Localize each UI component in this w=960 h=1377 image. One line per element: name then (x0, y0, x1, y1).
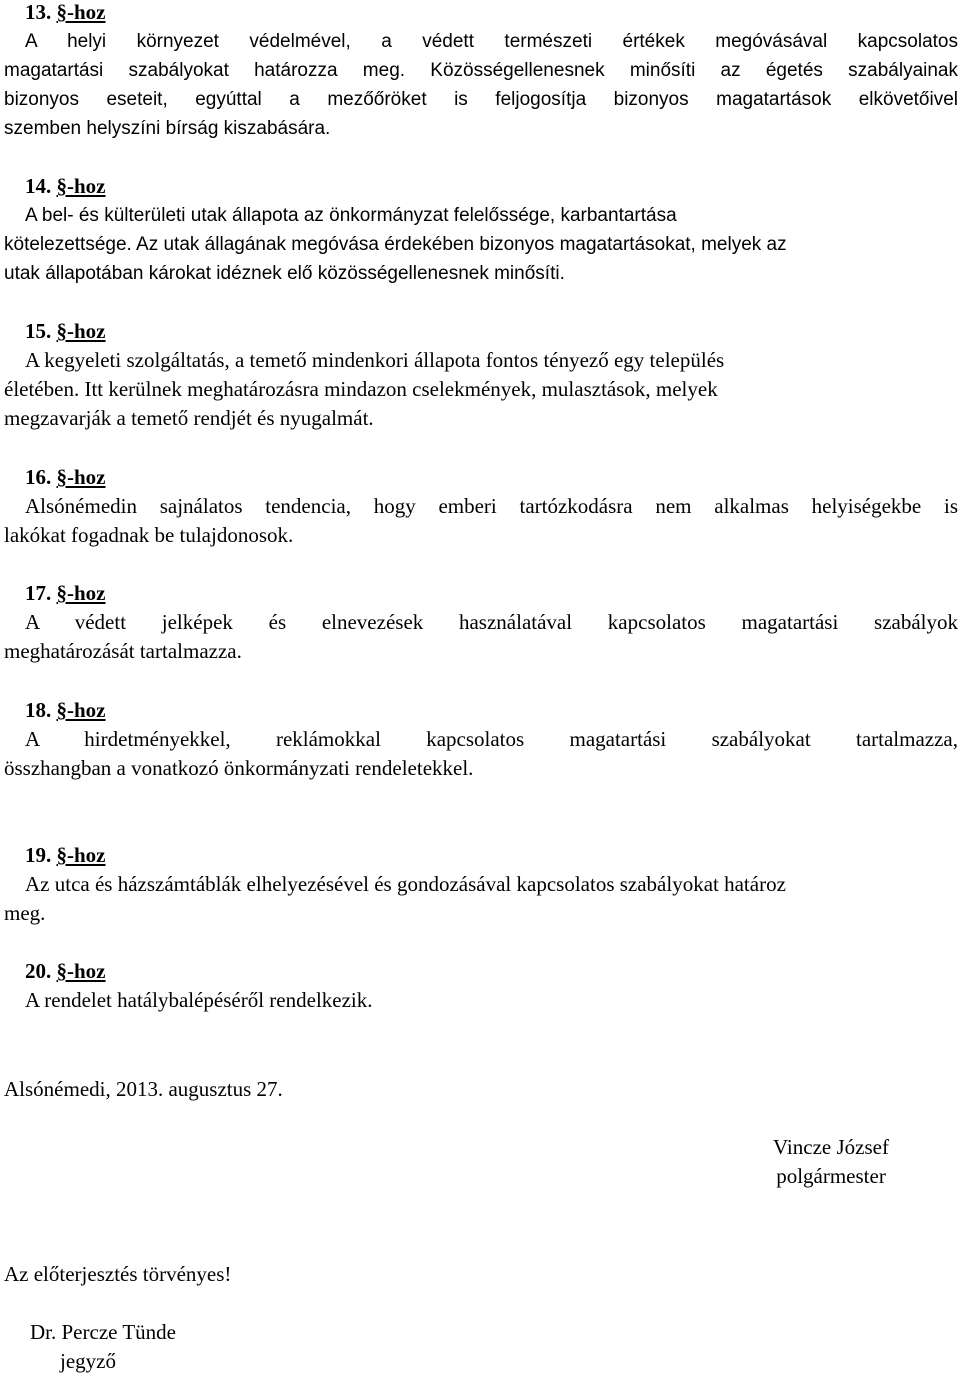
section-17 (4, 579, 958, 666)
section-text-line: meg. (4, 901, 46, 925)
section-15 (4, 317, 958, 433)
section-text-line: magatartási szabályokat határozza meg. Közösségellenesnek minősíti az égetés szabályainak (4, 60, 958, 81)
section-heading: 20. §-hoz (25, 959, 106, 983)
section-text-line: lakókat fogadnak be tulajdonosok. (4, 523, 294, 547)
section-heading: 14. §-hoz (25, 174, 106, 198)
section-text-line: A hirdetményekkel, reklámokkal kapcsolatos magatartási szabályokat tartalmazza, (25, 727, 958, 751)
notary-name: Dr. Percze Tünde (30, 1320, 176, 1344)
section-text-line: szemben helyszíni bírság kiszabására. (4, 118, 331, 139)
section-20 (4, 957, 958, 1015)
section-heading: 15. §-hoz (25, 319, 106, 343)
section-text-line: életében. Itt kerülnek meghatározásra mindazon cselekmények, mulasztások, melyek (4, 377, 718, 401)
section-text-line: A helyi környezet védelmével, a védett természeti értékek megóvásával kapcsolatos (25, 31, 958, 52)
section-text-line: A bel- és külterületi utak állapota az önkormányzat felelőssége, karbantartása (25, 205, 677, 226)
section-text-line: bizonyos eseteit, egyúttal a mezőőröket is feljogosítja bizonyos magatartások elkövetőivel (4, 89, 958, 110)
section-14 (4, 172, 958, 288)
notary-signature-block (30, 1318, 176, 1376)
section-heading: 17. §-hoz (25, 581, 106, 605)
section-text-line: Alsónémedin sajnálatos tendencia, hogy emberi tartózkodásra nem alkalmas helyiségekbe is (25, 494, 958, 518)
mayor-name: Vincze József (773, 1135, 889, 1159)
section-text-line: kötelezettsége. Az utak állagának megóvása érdekében bizonyos magatartásokat, melyek az (4, 234, 787, 255)
section-text-line: Az utca és házszámtáblák elhelyezésével és gondozásával kapcsolatos szabályokat határoz (25, 872, 786, 896)
section-text-line: utak állapotában károkat idéznek elő közösségellenesnek minősíti. (4, 263, 565, 284)
mayor-title: polgármester (776, 1164, 886, 1188)
section-text-line: A védett jelképek és elnevezések használatával kapcsolatos magatartási szabályok (25, 610, 958, 634)
section-heading: 13. §-hoz (25, 0, 106, 24)
section-text-line: meghatározását tartalmazza. (4, 639, 242, 663)
place-date: Alsónémedi, 2013. augusztus 27. (4, 1077, 283, 1101)
section-heading: 18. §-hoz (25, 698, 106, 722)
section-13 (4, 0, 958, 143)
section-heading: 16. §-hoz (25, 465, 106, 489)
section-text-line: összhangban a vonatkozó önkormányzati rendeletekkel. (4, 756, 474, 780)
section-19 (4, 841, 958, 928)
mayor-signature-block (746, 1133, 916, 1191)
section-heading: 19. §-hoz (25, 843, 106, 867)
section-16 (4, 463, 958, 550)
section-text-line: A kegyeleti szolgáltatás, a temető mindenkori állapota fontos tényező egy település (25, 348, 725, 372)
legality-statement: Az előterjesztés törvényes! (4, 1262, 232, 1286)
section-text-line: A rendelet hatálybalépéséről rendelkezik. (25, 988, 373, 1012)
section-text-line: megzavarják a temető rendjét és nyugalmát. (4, 406, 374, 430)
notary-title: jegyző (60, 1349, 116, 1373)
section-18 (4, 696, 958, 783)
